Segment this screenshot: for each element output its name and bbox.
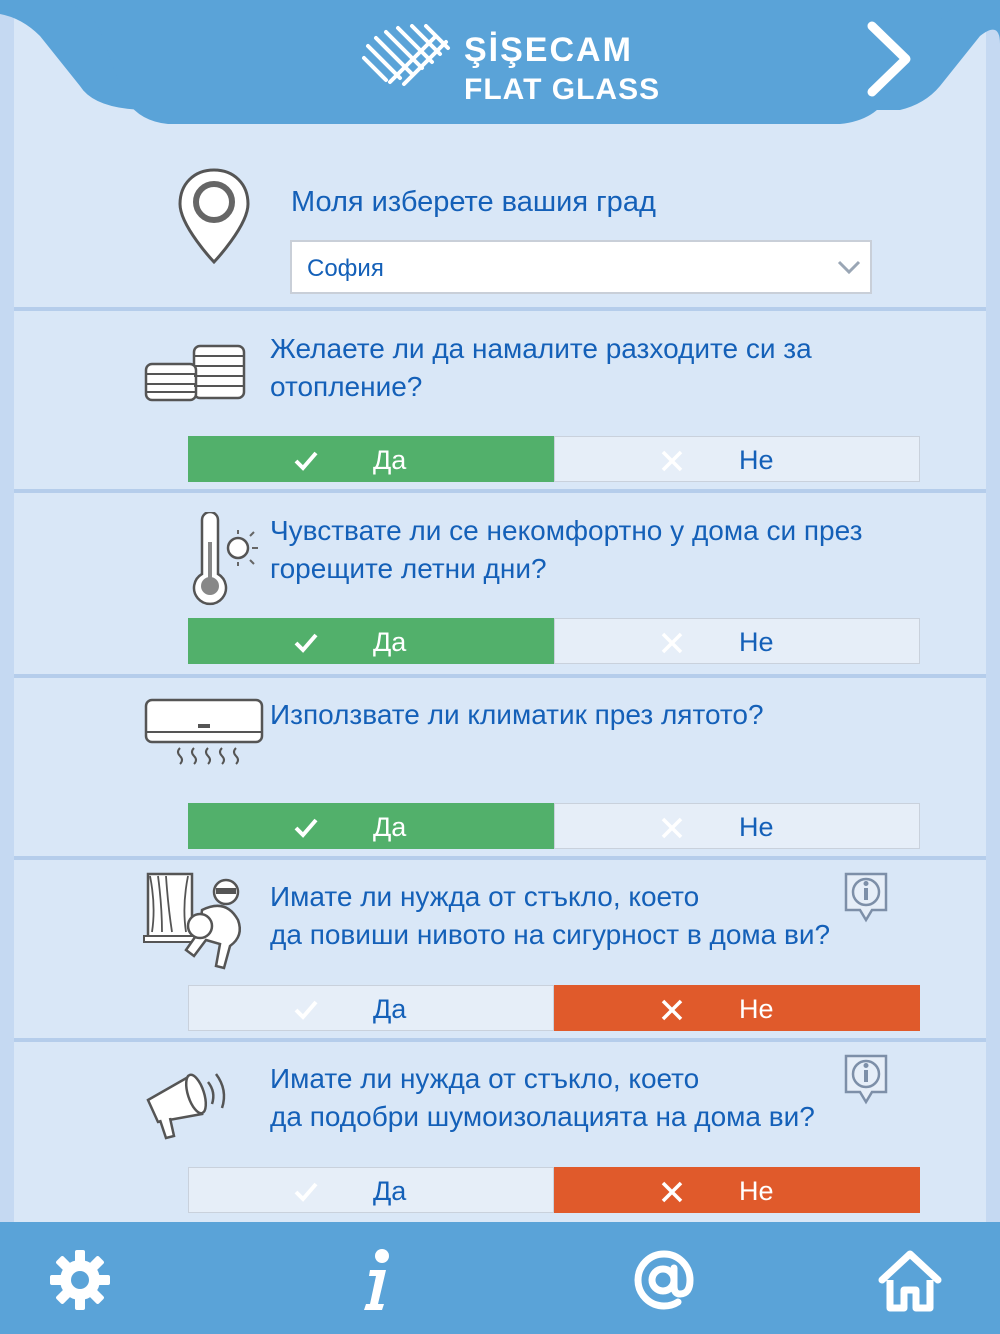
burglar-window-icon — [142, 870, 254, 976]
question-line: Желаете ли да намалите разходите си за — [270, 333, 812, 364]
question-line: да подобри шумоизолацията на дома ви? — [270, 1101, 815, 1132]
yes-button[interactable] — [188, 803, 554, 849]
no-label: Не — [739, 445, 774, 475]
question-heating — [270, 330, 812, 406]
no-button[interactable] — [554, 1167, 920, 1213]
info-icon — [344, 1248, 408, 1312]
home-icon — [878, 1248, 942, 1312]
section-divider — [14, 307, 986, 311]
megaphone-icon — [142, 1060, 234, 1144]
question-line: да повиши нивото на сигурност в дома ви? — [270, 919, 831, 950]
yes-button[interactable] — [188, 436, 554, 482]
check-icon — [293, 1179, 319, 1205]
city-select[interactable] — [290, 240, 872, 294]
bottom-nav — [0, 1222, 1000, 1334]
yes-label: Да — [373, 445, 407, 475]
settings-button[interactable] — [48, 1248, 112, 1312]
close-icon — [659, 815, 685, 841]
info-button[interactable] — [344, 1248, 408, 1312]
no-label: Не — [739, 1176, 774, 1206]
no-button[interactable] — [554, 618, 920, 664]
chevron-right-icon — [850, 14, 930, 104]
check-icon — [293, 997, 319, 1023]
city-selected-value: София — [307, 255, 384, 282]
toggle-noise — [188, 1167, 920, 1213]
brand-mark-icon — [360, 24, 456, 108]
question-noise — [270, 1060, 815, 1136]
close-icon — [659, 630, 685, 656]
yes-label: Да — [373, 627, 407, 657]
brand-text — [464, 30, 660, 110]
section-divider — [14, 856, 986, 860]
close-icon — [659, 997, 685, 1023]
no-label: Не — [739, 994, 774, 1024]
home-button[interactable] — [878, 1248, 942, 1312]
section-divider — [14, 674, 986, 678]
question-security — [270, 878, 830, 954]
brand-line1: ŞİŞECAM — [464, 31, 633, 69]
brand-logo — [360, 24, 700, 108]
contact-button[interactable] — [632, 1248, 696, 1312]
yes-label: Да — [373, 812, 407, 842]
no-button[interactable] — [554, 436, 920, 482]
info-bubble-icon[interactable] — [842, 870, 890, 924]
question-line: Имате ли нужда от стъкло, което — [270, 881, 700, 912]
brand-line2: FLAT GLASS — [464, 73, 661, 106]
gear-icon — [48, 1248, 112, 1312]
check-icon — [293, 815, 319, 841]
question-summer-heat — [270, 512, 862, 588]
section-divider — [14, 489, 986, 493]
info-bubble-icon[interactable] — [842, 1052, 890, 1106]
question-line: Имате ли нужда от стъкло, което — [270, 1063, 700, 1094]
check-icon — [293, 448, 319, 474]
yes-button[interactable] — [188, 985, 554, 1031]
no-button[interactable] — [554, 803, 920, 849]
location-pin-icon — [174, 166, 254, 266]
section-divider — [14, 1038, 986, 1042]
question-line: Използвате ли климатик през лятото? — [270, 699, 764, 730]
yes-button[interactable] — [188, 1167, 554, 1213]
question-line: Чувствате ли се некомфортно у дома си през — [270, 515, 863, 546]
air-conditioner-icon — [142, 696, 266, 770]
toggle-security — [188, 985, 920, 1031]
no-label: Не — [739, 812, 774, 842]
no-button[interactable] — [554, 985, 920, 1031]
next-button[interactable] — [850, 14, 930, 104]
check-icon — [293, 630, 319, 656]
city-prompt: Моля изберете вашия град — [291, 186, 656, 218]
question-line: отопление? — [270, 371, 423, 402]
coins-icon — [142, 336, 248, 406]
question-air-conditioner — [270, 696, 764, 734]
toggle-heating — [188, 436, 920, 482]
close-icon — [659, 448, 685, 474]
yes-label: Да — [373, 1176, 407, 1206]
yes-label: Да — [373, 994, 407, 1024]
yes-button[interactable] — [188, 618, 554, 664]
thermometer-sun-icon — [188, 512, 262, 606]
at-icon — [632, 1248, 696, 1312]
no-label: Не — [739, 627, 774, 657]
toggle-air-conditioner — [188, 803, 920, 849]
toggle-summer-heat — [188, 618, 920, 664]
chevron-down-icon — [836, 256, 862, 278]
question-line: горещите летни дни? — [270, 553, 547, 584]
header — [0, 0, 1000, 130]
close-icon — [659, 1179, 685, 1205]
